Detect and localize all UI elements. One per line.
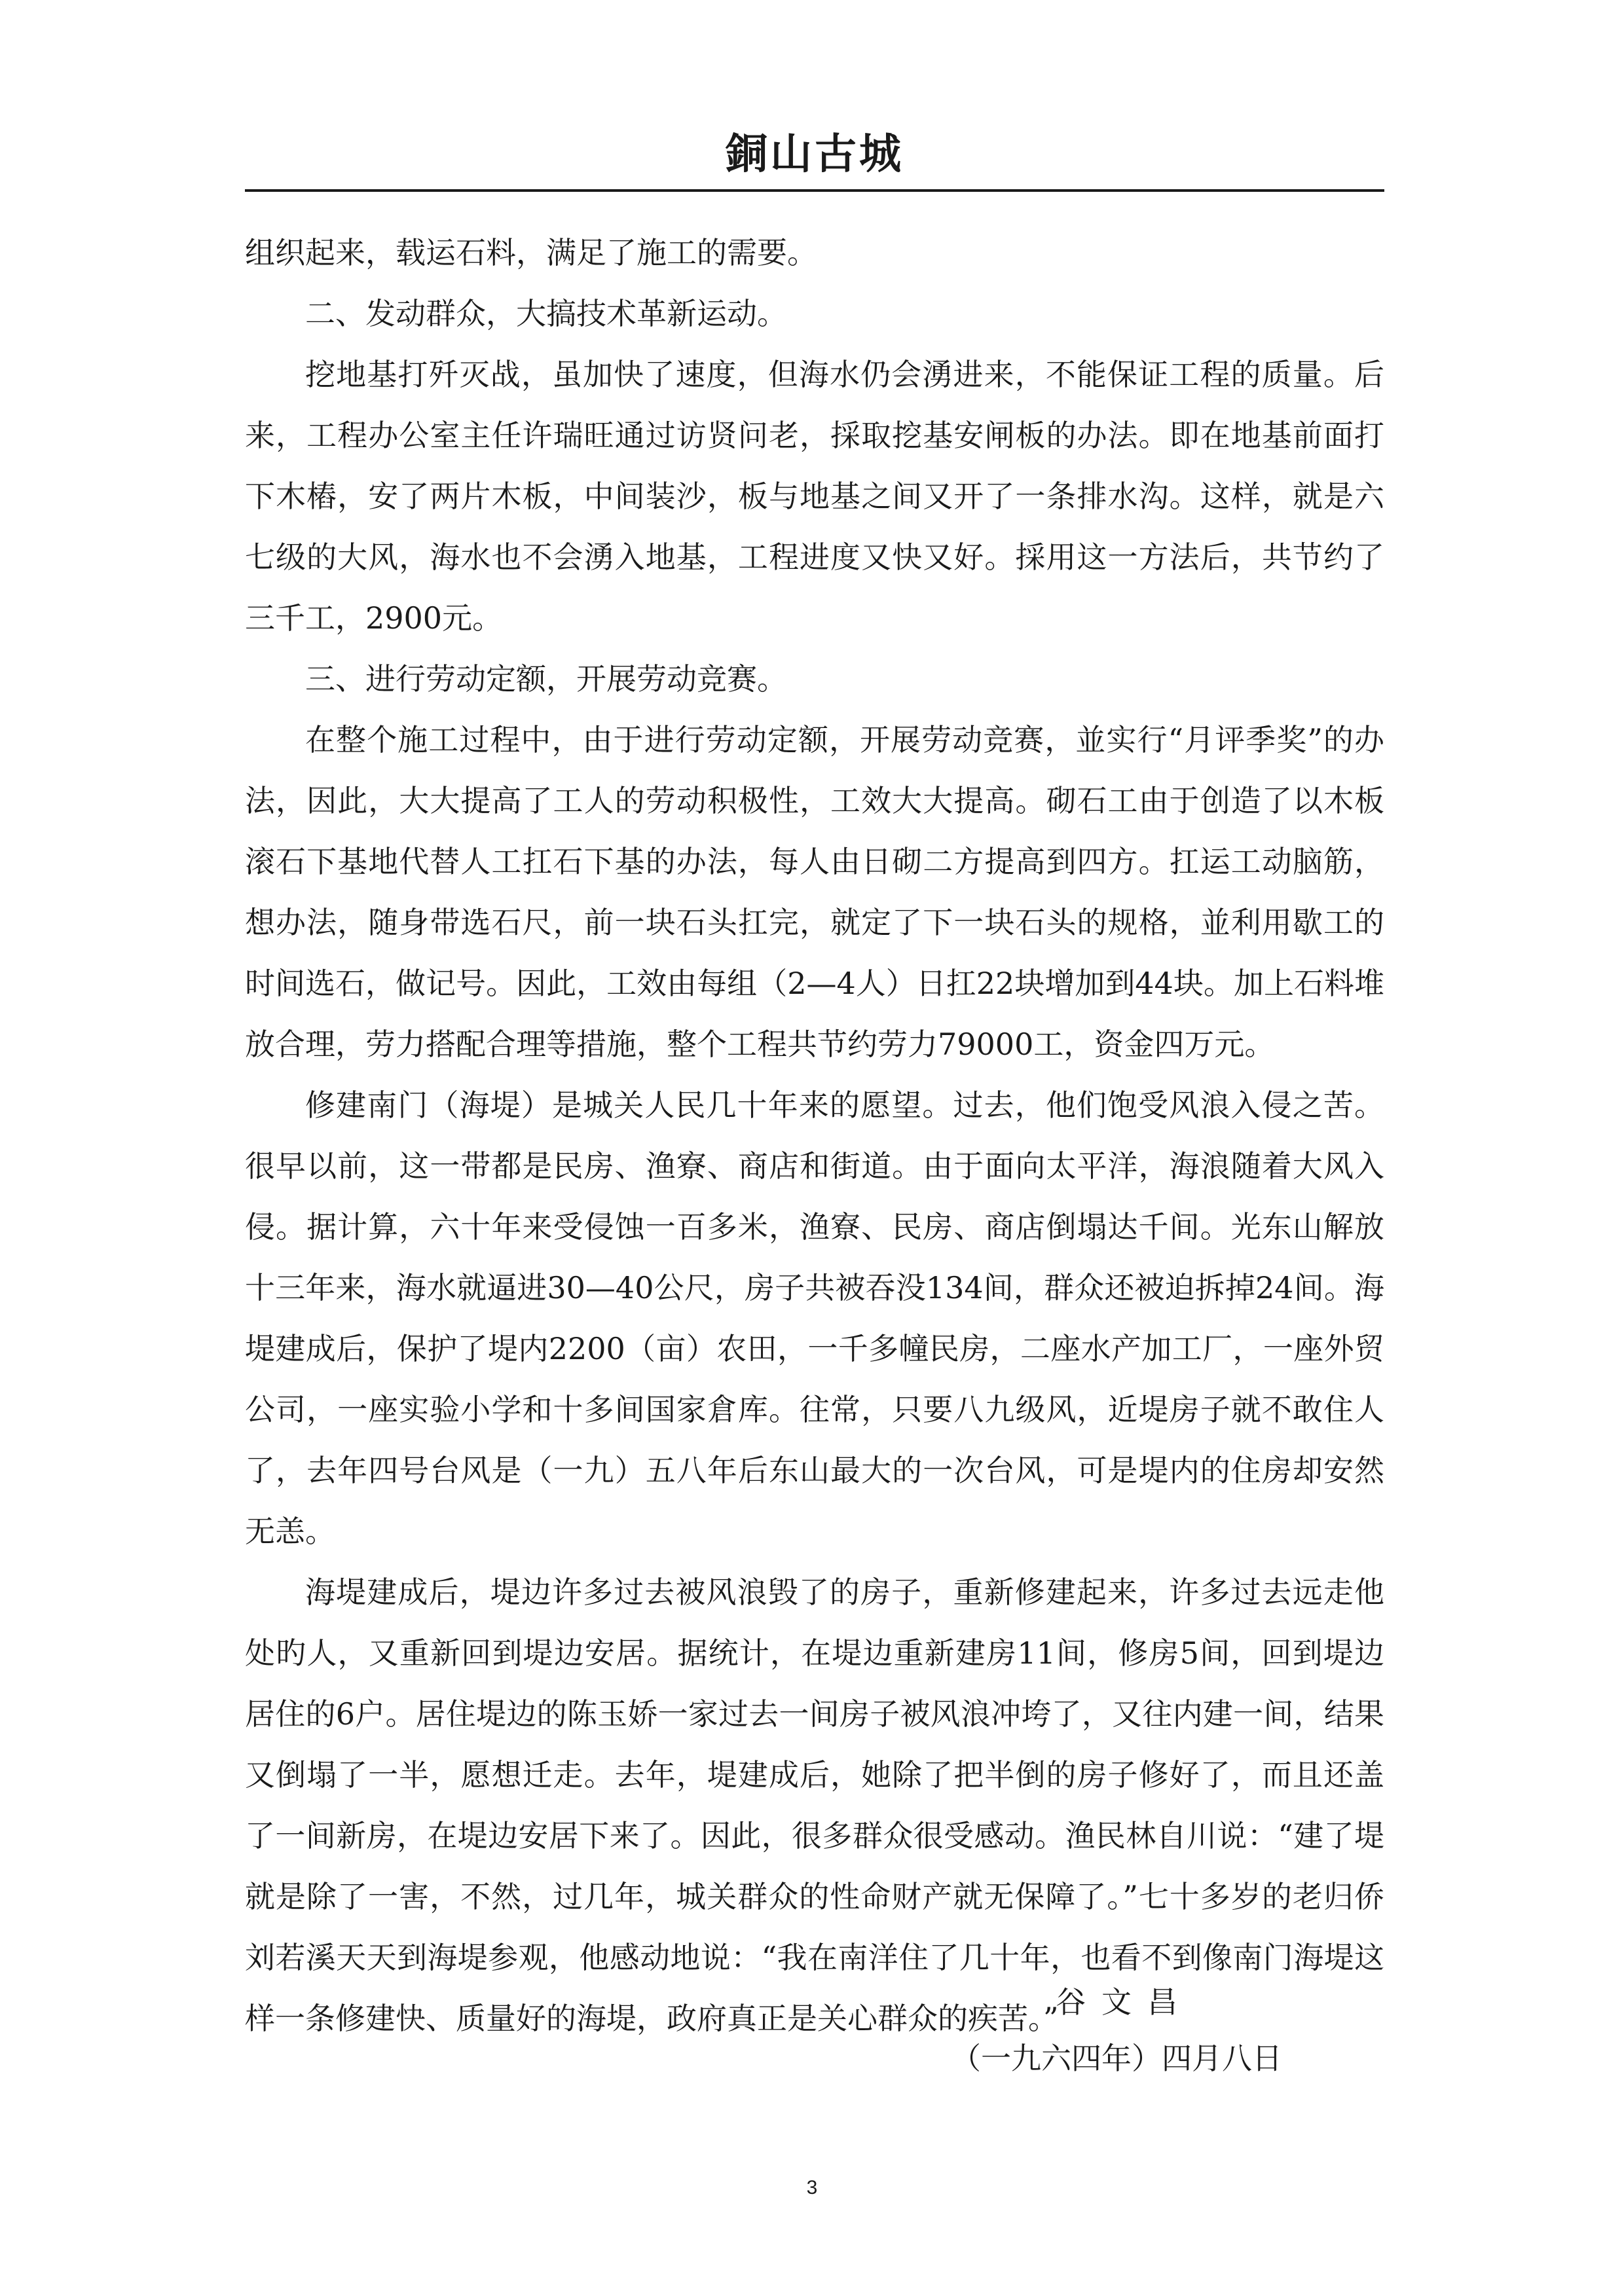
paragraph-continuation: 组织起来，载运石料，满足了施工的需要。 xyxy=(245,235,817,270)
page-header xyxy=(245,122,1384,187)
paragraph-residents-return: 海堤建成后，堤边许多过去被风浪毁了的房子，重新修建起来，许多过去远走他处旳人，又重新回到堤边安居。据统计，在堤边重新建房11间，修房5间，回到堤边居住的6户。居住堤边的陈玉娇一家过去一间房子被风浪冲垮了，又往内建一间，结果又倒塌了一半，愿想迁走。去年，堤建成后，她除了把半倒的房子修好了，而且还盖了一间新房，在堤边安居下来了。因此，很多群众很受感动。渔民林自川说：“建了堤就是除了一害，不然，过几年，城关群众的性命财产就无保障了。”七十多岁的老归侨刘若溪天天到海堤参观，他感动地说：“我在南洋住了几十年，也看不到像南门海堤这样一条修建快、质量好的海堤，政府真正是关心群众的疾苦。” xyxy=(245,1575,1384,2036)
section-heading-three: 三、进行劳动定额，开展劳动竞赛。 xyxy=(305,661,787,697)
paragraph-seawall-history: 修建南门（海堤）是城关人民几十年来的愿望。过去，他们饱受风浪入侵之苦。很早以前，这一带都是民房、渔寮、商店和街道。由于面向太平洋，海浪随着大风入侵。据计算，六十年来受侵蚀一百多米，渔寮、民房、商店倒塌达千间。光东山解放十三年来，海水就逼进30—40公尺，房子共被吞没134间，群众还被迫拆掉24间。海堤建成后，保护了堤内2200（亩）农田，一千多幢民房，二座水产加工厂，一座外贸公司，一座实验小学和十多间国家倉库。往常，只要八九级风，近堤房子就不敢住人了，去年四号台风是（一九）五八年后东山最大的一次台风，可是堤内的住房却安然无恙。 xyxy=(245,1087,1384,1549)
body-text xyxy=(245,223,1384,2049)
header-rule xyxy=(245,189,1384,192)
header-title: 銅山古城 xyxy=(726,130,904,179)
signature-block xyxy=(904,1974,1329,2086)
author-name: 谷文昌 xyxy=(1056,1984,1193,2020)
paragraph-labor-quota: 在整个施工过程中，由于进行劳动定额，开展劳动竞赛，並实行“月评季奖”的办法，因此，大大提高了工人的劳动积极性，工效大大提高。砌石工由于创造了以木板滚石下基地代替人工扛石下基的办法，每人由日砌二方提高到四方。扛运工动脑筋，想办法，随身带选石尺，前一块石头扛完，就定了下一块石头的规格，並利用歇工的时间选石，做记号。因此，工效由每组（2—4人）日扛22块增加到44块。加上石料堆放合理，劳力搭配合理等措施，整个工程共节约劳力79000工，资金四万元。 xyxy=(245,722,1384,1062)
section-heading-two: 二、发动群众，大搞技术革新运动。 xyxy=(305,296,787,331)
paragraph-foundation-method: 挖地基打歼灭战，虽加快了速度，但海水仍会湧进来，不能保证工程的质量。后来，工程办公室主任许瑞旺通过访贤问老，採取挖基安闸板的办法。即在地基前面打下木樁，安了两片木板，中间装沙，板与地基之间又开了一条排水沟。这样，就是六七级的大风，海水也不会湧入地基，工程进度又快又好。採用这一方法后，共节约了三千工，2900元。 xyxy=(245,357,1384,636)
page-number: 3 xyxy=(806,2177,818,2198)
document-date: （一九六四年）四月八日 xyxy=(951,2041,1282,2076)
